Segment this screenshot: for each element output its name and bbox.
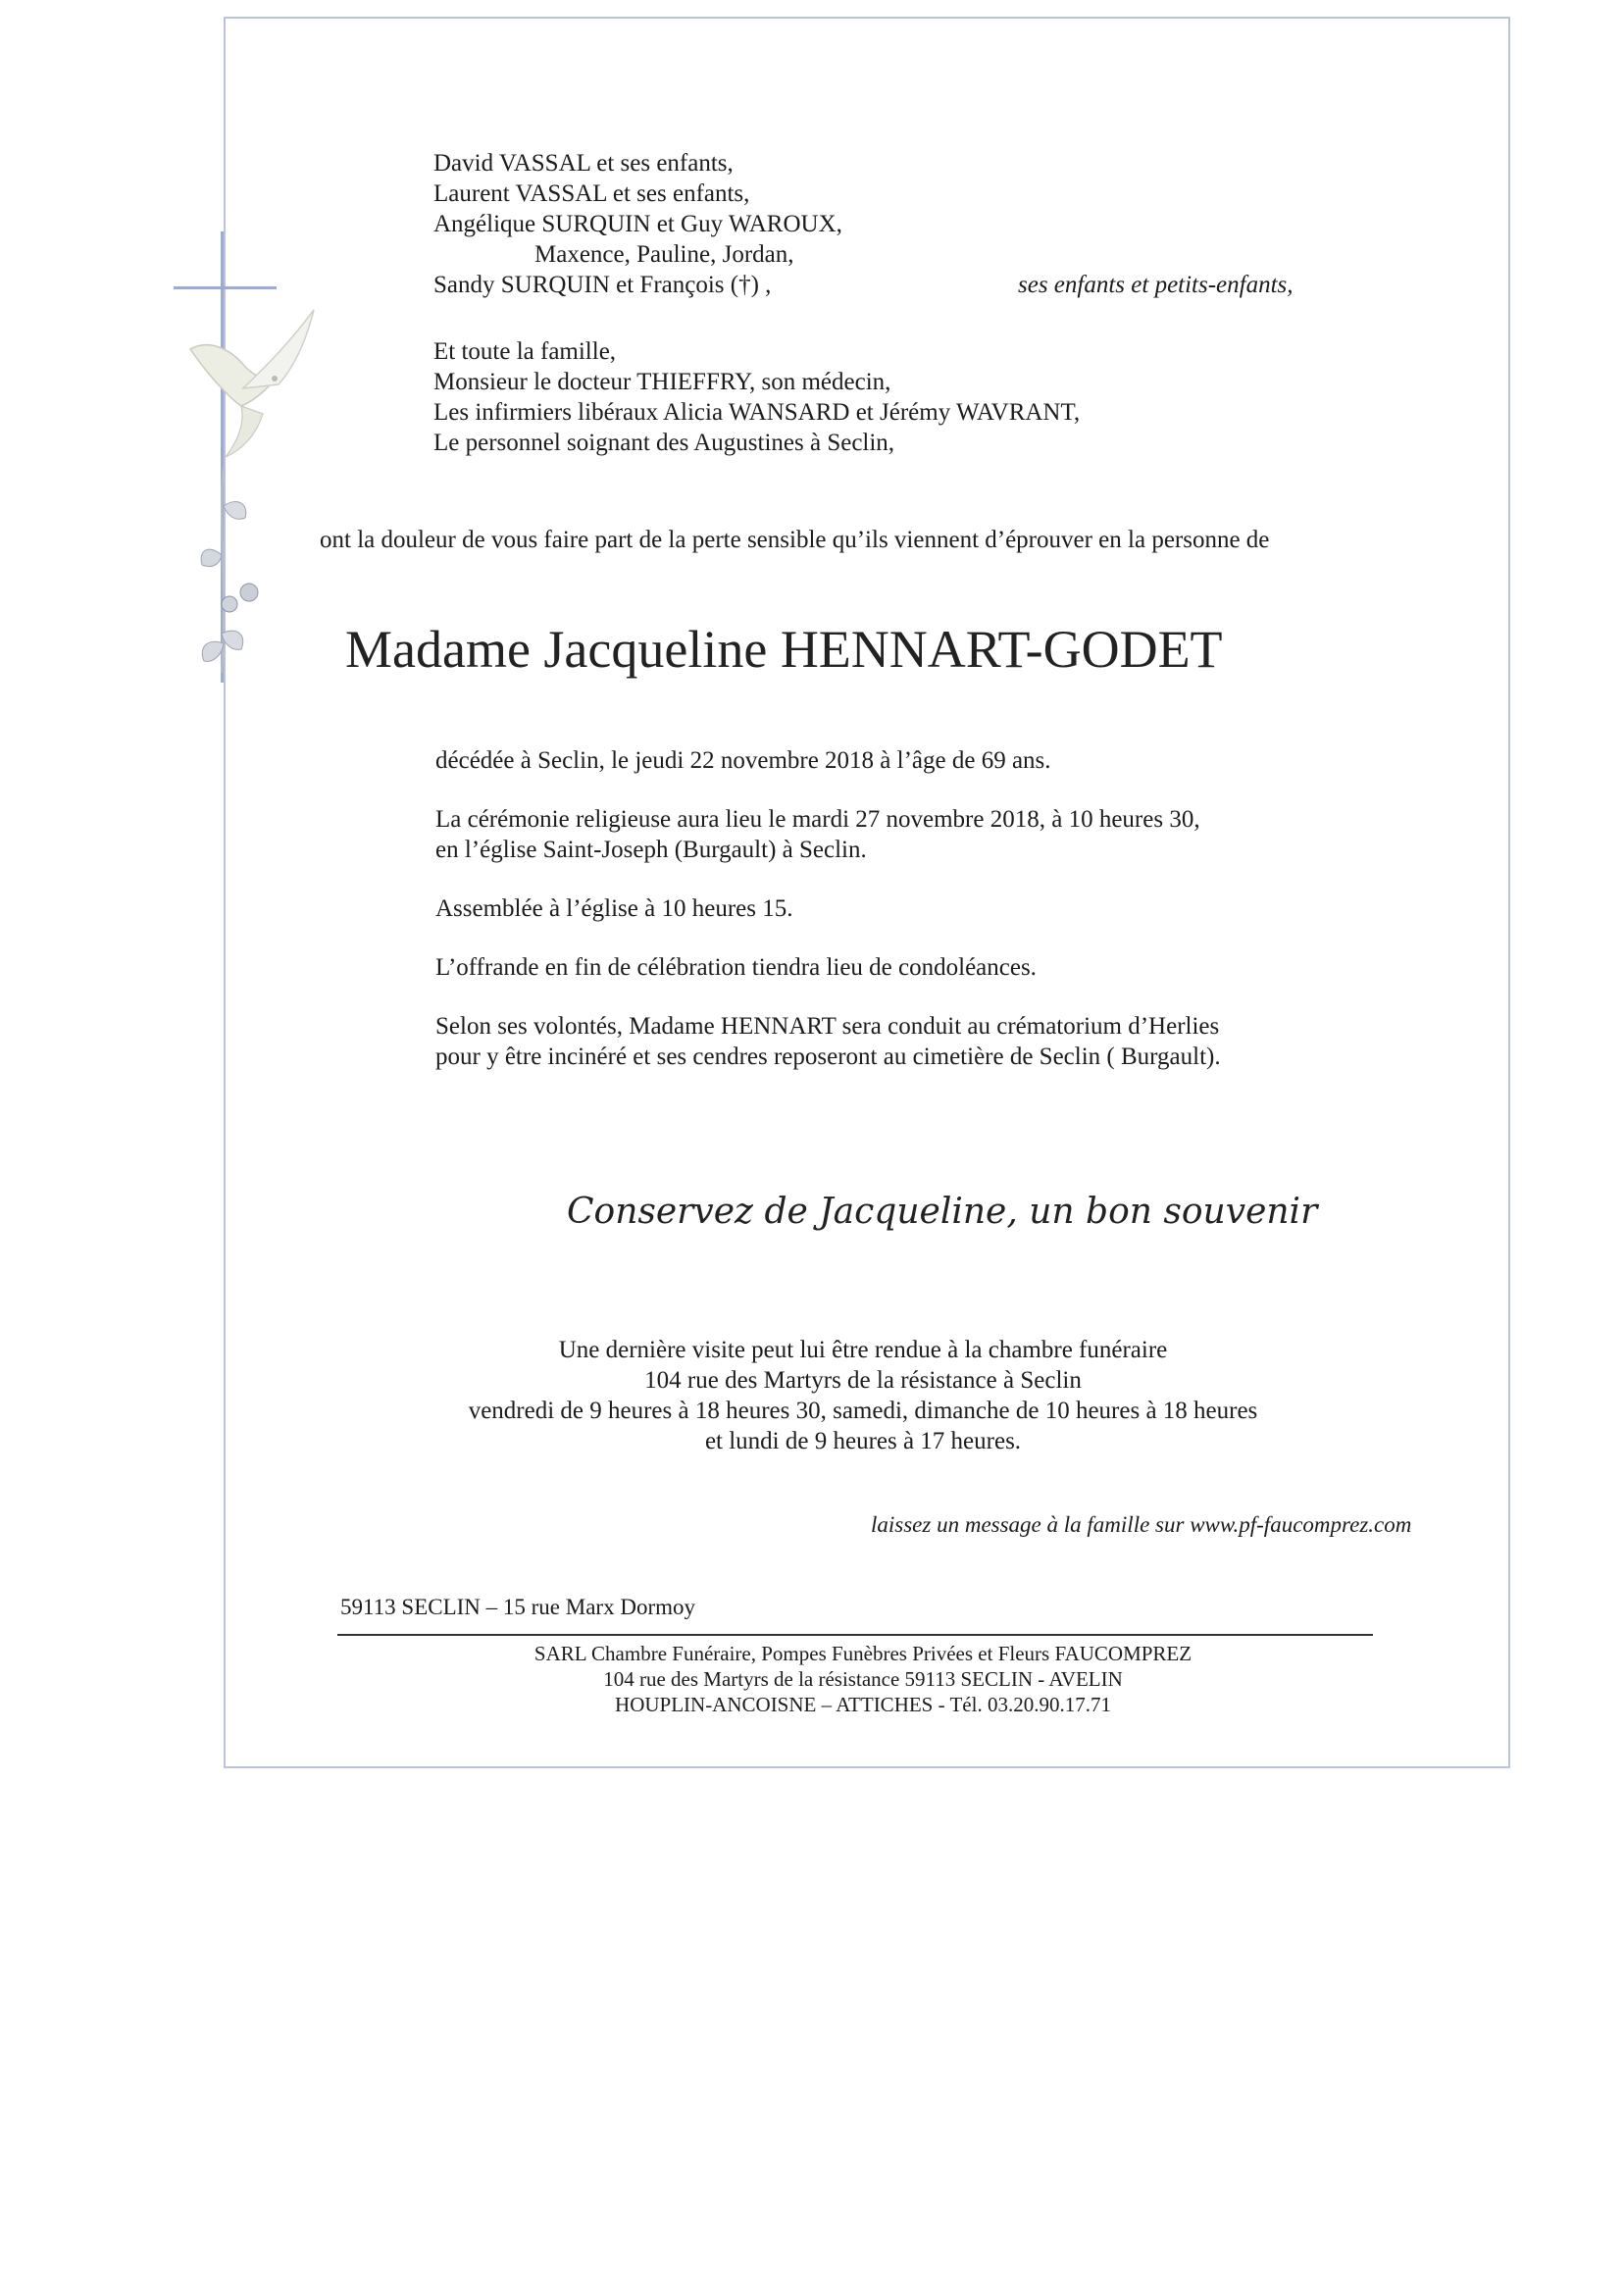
family-line: Laurent VASSAL et ses enfants, (433, 180, 750, 207)
cross-dove-ornament (169, 231, 326, 683)
others-line: Le personnel soignant des Augustines à Seclin, (433, 430, 895, 456)
detail-paragraph (435, 804, 1221, 865)
visit-line: et lundi de 9 heures à 17 heures. (704, 1428, 1022, 1454)
family-line: Sandy SURQUIN et François (†) , (433, 272, 772, 298)
detail-line: L’offrande en fin de célébration tiendra lieu de condoléances. (435, 954, 1037, 981)
address-line: 59113 SECLIN – 15 rue Marx Dormoy (340, 1595, 695, 1619)
others-line: Monsieur le docteur THIEFFRY, son médecin, (433, 369, 891, 395)
visit-info (373, 1335, 1353, 1456)
family-line: Maxence, Pauline, Jordan, (534, 241, 794, 268)
detail-line: pour y être incinéré et ses cendres reposeront au cimetière de Seclin ( Burgault). (435, 1044, 1221, 1070)
others-line: Et toute la famille, (433, 338, 617, 365)
detail-line: Selon ses volontés, Madame HENNART sera conduit au crématorium d’Herlies (435, 1013, 1220, 1040)
message-link: laissez un message à la famille sur www.pf-faucomprez.com (871, 1512, 1412, 1537)
detail-line: La cérémonie religieuse aura lieu le mardi 27 novembre 2018, à 10 heures 30, (435, 806, 1200, 833)
others-list (433, 336, 1080, 458)
detail-paragraph (435, 745, 1221, 776)
details-section (435, 745, 1221, 1100)
deceased-name: Madame Jacqueline HENNART-GODET (345, 620, 1223, 679)
family-relation: ses enfants et petits-enfants, (1018, 272, 1294, 298)
family-list (433, 148, 842, 300)
visit-line: vendredi de 9 heures à 18 heures 30, samedi, dimanche de 10 heures à 18 heures (468, 1398, 1258, 1424)
detail-line: Assemblée à l’église à 10 heures 15. (435, 895, 793, 922)
footer (373, 1641, 1353, 1717)
footer-divider (337, 1634, 1373, 1636)
flower-stem-icon (201, 467, 258, 673)
detail-line: en l’église Saint-Joseph (Burgault) à Seclin. (435, 837, 867, 863)
detail-paragraph (435, 893, 1221, 924)
family-line: Angélique SURQUIN et Guy WAROUX, (433, 211, 842, 237)
footer-line: SARL Chambre Funéraire, Pompes Funèbres Privées et Fleurs FAUCOMPREZ (533, 1642, 1193, 1665)
announcement-intro: ont la douleur de vous faire part de la perte sensible qu’ils viennent d’éprouver en la personne de (320, 527, 1270, 553)
family-line: David VASSAL et ses enfants, (433, 150, 734, 177)
remembrance-line: Conservez de Jacqueline, un bon souvenir (567, 1192, 1318, 1232)
visit-line: Une dernière visite peut lui être rendue à la chambre funéraire (558, 1337, 1168, 1363)
dove-icon (190, 310, 314, 457)
detail-line: décédée à Seclin, le jeudi 22 novembre 2018 à l’âge de 69 ans. (435, 747, 1051, 774)
detail-paragraph (435, 1011, 1221, 1072)
detail-paragraph (435, 952, 1221, 983)
others-line: Les infirmiers libéraux Alicia WANSARD et Jérémy WAVRANT, (433, 399, 1081, 426)
visit-line: 104 rue des Martyrs de la résistance à Seclin (644, 1367, 1082, 1394)
footer-line: HOUPLIN-ANCOISNE – ATTICHES - Tél. 03.20.90.17.71 (615, 1693, 1111, 1716)
footer-line: 104 rue des Martyrs de la résistance 59113 SECLIN - AVELIN (603, 1667, 1123, 1691)
